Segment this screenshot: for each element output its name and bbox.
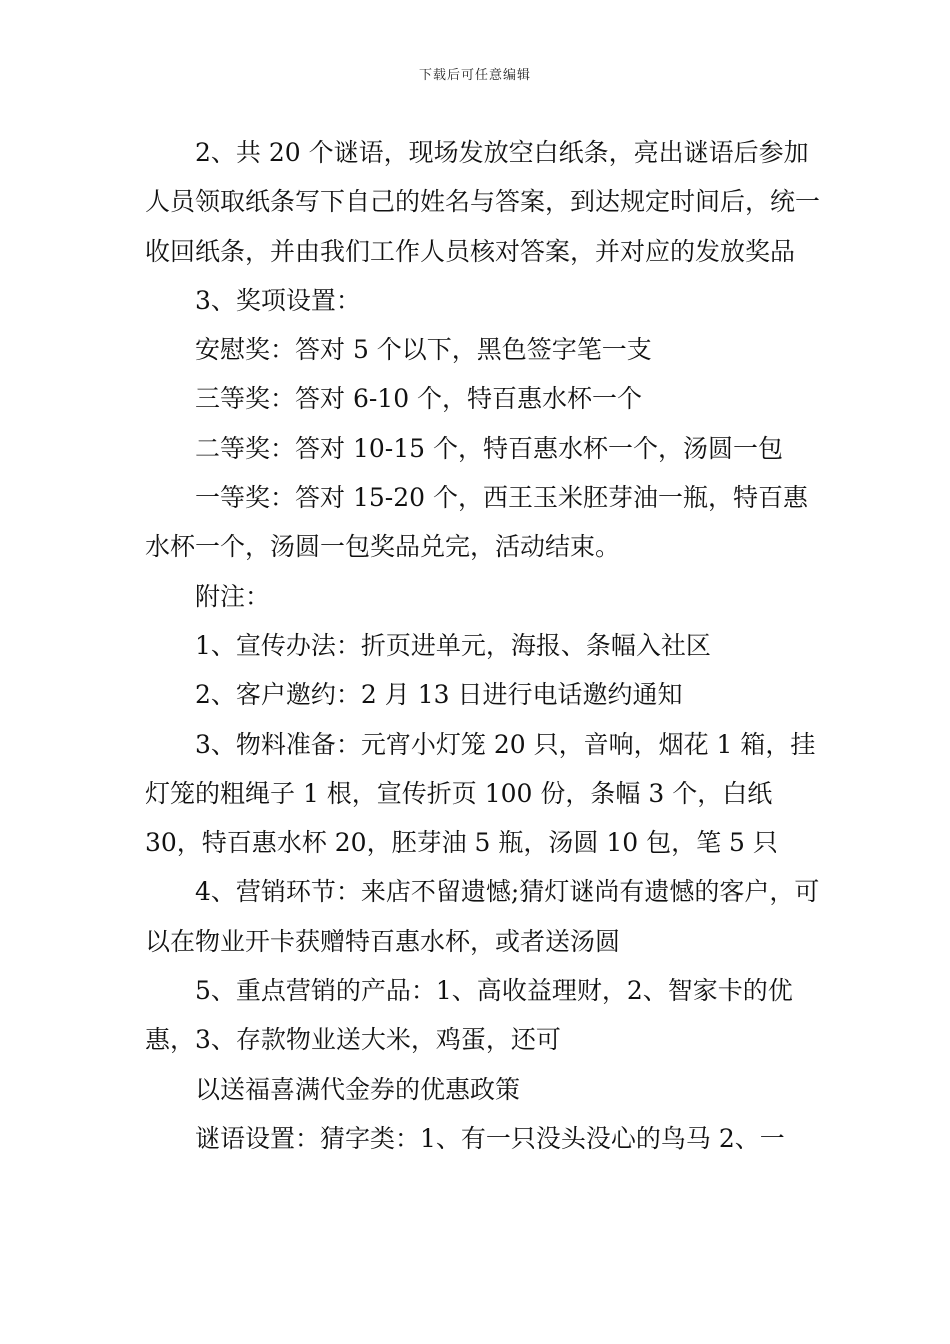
paragraph-rules: 2、共 20 个谜语，现场发放空白纸条，亮出谜语后参加人员领取纸条写下自己的姓名与答案，到达规定时间后，统一收回纸条，并由我们工作人员核对答案，并对应的发放奖品 xyxy=(145,138,821,266)
document-body xyxy=(145,128,825,1163)
paragraph-riddle-setup: 谜语设置：猜字类：1、有一只没头没心的鸟马 2、一 xyxy=(195,1123,785,1153)
paragraph-first-prize: 一等奖：答对 15-20 个，西王玉米胚芽油一瓶，特百惠水杯一个，汤圆一包奖品兑完，活动结束。 xyxy=(145,483,808,562)
paragraph-voucher-policy: 以送福喜满代金券的优惠政策 xyxy=(195,1074,521,1104)
page-header: 下载后可任意编辑 xyxy=(418,68,531,83)
paragraph-prize-setup: 3、奖项设置： xyxy=(195,285,361,315)
paragraph-third-prize: 三等奖：答对 6-10 个，特百惠水杯一个 xyxy=(195,384,643,414)
paragraph-promotion: 1、宣传办法：折页进单元，海报、条幅入社区 xyxy=(195,630,711,660)
paragraph-second-prize: 二等奖：答对 10-15 个，特百惠水杯一个，汤圆一包 xyxy=(195,433,783,463)
paragraph-customer-invite: 2、客户邀约：2 月 13 日进行电话邀约通知 xyxy=(195,680,683,710)
paragraph-key-products: 5、重点营销的产品：1、高收益理财，2、智家卡的优惠，3、存款物业送大米，鸡蛋，还可 xyxy=(145,976,793,1055)
paragraph-notes-heading: 附注： xyxy=(195,581,271,611)
paragraph-marketing: 4、营销环节：来店不留遗憾;猜灯谜尚有遗憾的客户，可以在物业开卡获赠特百惠水杯，或者送汤圆 xyxy=(145,877,820,956)
paragraph-materials: 3、物料准备：元宵小灯笼 20 只，音响，烟花 1 箱，挂灯笼的粗绳子 1 根，宣传折页 100 份，条幅 3 个，白纸 30，特百惠水杯 20，胚芽油 5 瓶，汤圆 10 包，笔 5 只 xyxy=(145,729,816,858)
paragraph-consolation-prize: 安慰奖：答对 5 个以下，黑色签字笔一支 xyxy=(195,335,652,365)
